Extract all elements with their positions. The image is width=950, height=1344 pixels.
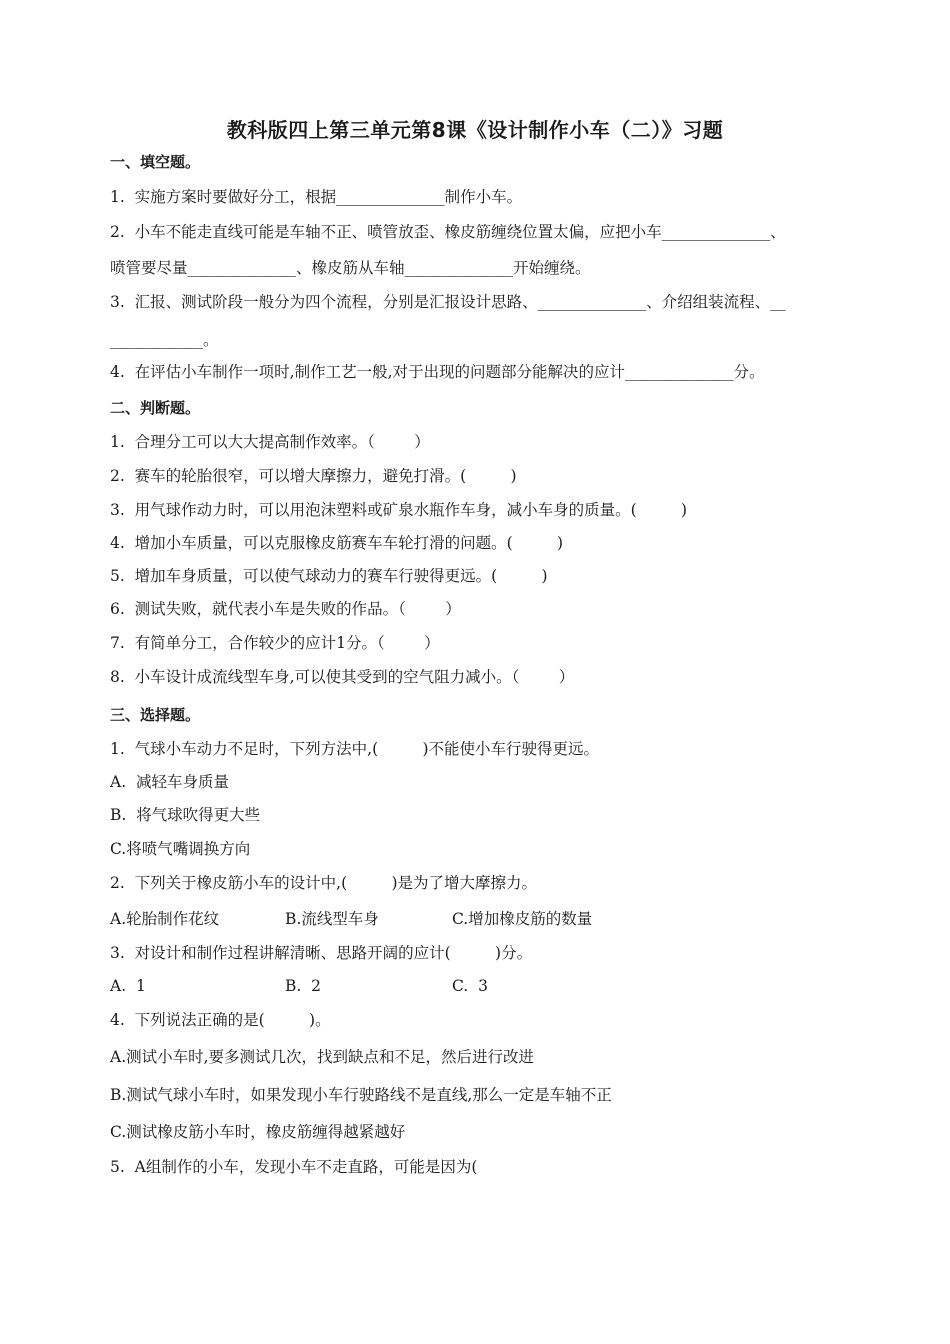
judge-question-5: 5. 增加车身质量，可以使气球动力的赛车行驶得更远。( ): [110, 567, 548, 585]
choice-1-option-a: A. 减轻车身质量: [110, 773, 229, 791]
document-title: 教科版四上第三单元第8课《设计制作小车（二）》习题: [226, 118, 724, 142]
fill-question-3-line-1: 3. 汇报、测试阶段一般分为四个流程，分别是汇报设计思路、______________、介绍组装流程、__: [110, 293, 786, 311]
fill-question-1: 1. 实施方案时要做好分工，根据______________制作小车。: [110, 188, 523, 206]
choice-question-4: 4. 下列说法正确的是( )。: [110, 1011, 331, 1029]
section-heading-judge: 二、判断题。: [110, 399, 201, 417]
judge-question-3: 3. 用气球作动力时，可以用泡沫塑料或矿泉水瓶作车身，减小车身的质量。( ): [110, 501, 688, 519]
choice-2-option-c: C.增加橡皮筋的数量: [452, 910, 593, 928]
choice-2-option-a: A.轮胎制作花纹: [110, 910, 220, 928]
choice-1-option-c: C.将喷气嘴调换方向: [110, 840, 251, 858]
choice-question-1: 1. 气球小车动力不足时，下列方法中,( )不能使小车行驶得更远。: [110, 740, 600, 758]
fill-question-4: 4. 在评估小车制作一项时,制作工艺一般,对于出现的问题部分能解决的应计______________分。: [110, 363, 765, 381]
judge-question-8: 8. 小车设计成流线型车身,可以使其受到的空气阻力减小。（ ）: [110, 668, 575, 686]
choice-4-option-b: B.测试气球小车时，如果发现小车行驶路线不是直线,那么一定是车轴不正: [110, 1086, 612, 1104]
judge-question-2: 2. 赛车的轮胎很窄，可以增大摩擦力，避免打滑。( ): [110, 467, 517, 485]
choice-question-2: 2. 下列关于橡皮筋小车的设计中,( )是为了增大摩擦力。: [110, 874, 538, 892]
section-heading-fill: 一、填空题。: [110, 153, 201, 171]
choice-question-3: 3. 对设计和制作过程讲解清晰、思路开阔的应计( )分。: [110, 944, 533, 962]
choice-3-option-c: C. 3: [452, 977, 488, 995]
section-heading-choice: 三、选择题。: [110, 706, 201, 724]
judge-question-1: 1. 合理分工可以大大提高制作效率。（ ）: [110, 433, 430, 451]
choice-1-option-b: B. 将气球吹得更大些: [110, 806, 261, 824]
choice-4-option-c: C.测试橡皮筋小车时，橡皮筋缠得越紧越好: [110, 1123, 406, 1141]
fill-question-2-line-1: 2. 小车不能走直线可能是车轴不正、喷管放歪、橡皮筋缠绕位置太偏，应把小车______________、: [110, 223, 786, 241]
choice-4-option-a: A.测试小车时,要多测试几次，找到缺点和不足，然后进行改进: [110, 1048, 535, 1066]
judge-question-4: 4. 增加小车质量，可以克服橡皮筋赛车车轮打滑的问题。( ): [110, 534, 564, 552]
choice-2-option-b: B.流线型车身: [285, 910, 379, 928]
choice-question-5: 5. A组制作的小车，发现小车不走直路，可能是因为(: [110, 1158, 478, 1176]
fill-question-3-line-2: ____________。: [110, 331, 219, 349]
choice-3-option-b: B. 2: [285, 977, 322, 995]
judge-question-7: 7. 有简单分工，合作较少的应计1分。（ ）: [110, 634, 440, 652]
judge-question-6: 6. 测试失败，就代表小车是失败的作品。（ ）: [110, 600, 461, 618]
fill-question-2-line-2: 喷管要尽量______________、橡皮筋从车轴______________开始缠绕。: [110, 259, 591, 277]
choice-3-option-a: A. 1: [110, 977, 146, 995]
